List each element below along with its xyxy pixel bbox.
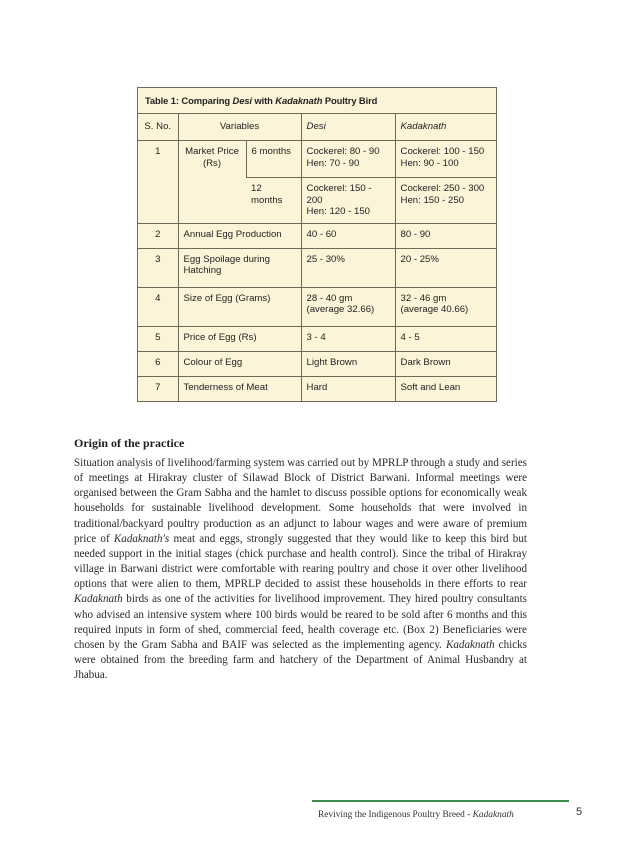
header-kadaknath	[395, 114, 496, 141]
cell-kadaknath	[395, 287, 496, 326]
cell-kadaknath: 80 - 90	[395, 223, 496, 248]
table-row	[138, 326, 496, 351]
section-heading: Origin of the practice	[74, 436, 185, 450]
table-body	[138, 114, 496, 401]
desi-line1: Cockerel: 80 - 90	[306, 146, 380, 157]
cell-kadaknath	[395, 178, 496, 224]
cell-sno: 3	[138, 248, 178, 287]
caption-kadaknath: Kadaknath	[275, 95, 323, 106]
footer-kadaknath: Kadaknath	[472, 810, 514, 820]
paragraph-part-3: birds as one of the activities for livelihood improvement. They hired poultry consultants who advised an intensive system where 100 birds would be reared to be sold after 6 months and this required inputs in form of shed, commercial feed, health coverage etc. (Box 2) Beneficiaries were chosen by the Gram Sabha and BAIF was selected as the implementing agency.	[74, 593, 527, 651]
cell-kadaknath: Soft and Lean	[395, 376, 496, 401]
cell-kadaknath: 4 - 5	[395, 326, 496, 351]
header-desi	[301, 114, 395, 141]
cell-desi: 3 - 4	[301, 326, 395, 351]
header-kadaknath-text: Kadaknath	[400, 121, 447, 133]
paragraph-part-2: meat and eggs, strongly suggested that they would like to keep this bird but needed support in the initial stages (chick purchase and health control). Since the tribal of Hirakray village in Barwani district were comfortable with rearing poultry and chose it over other livelihood options that were alien to them, MPRLP decided to assist these households in there efforts to rear	[74, 532, 527, 591]
cell-desi	[301, 287, 395, 326]
market-label-line2: (Rs)	[202, 157, 222, 169]
table-caption	[138, 88, 496, 114]
cell-kadaknath	[395, 141, 496, 178]
footer-title	[318, 810, 514, 820]
kad-line2: Hen: 150 - 250	[400, 194, 464, 206]
header-sno: S. No.	[138, 114, 178, 141]
cell-variable: Annual Egg Production	[178, 223, 301, 248]
cell-sno: 6	[138, 351, 178, 376]
footer-rule	[312, 800, 569, 802]
cell-sno: 4	[138, 287, 178, 326]
variable-line1: Egg Spoilage during	[183, 253, 270, 265]
caption-prefix: Table 1: Comparing	[145, 95, 233, 106]
cell-sno: 1	[138, 141, 178, 224]
kadaknath-italic-1: Kadaknath's	[113, 532, 170, 545]
caption-desi: Desi	[232, 95, 252, 106]
kadaknath-italic-3: Kadaknath	[445, 638, 495, 651]
caption-suffix: Poultry Bird	[322, 95, 378, 106]
cell-kadaknath: Dark Brown	[395, 351, 496, 376]
desi-line1: 28 - 40 gm	[306, 292, 353, 304]
desi-line1: Cockerel: 150 - 200	[306, 183, 372, 206]
cell-variable: Colour of Egg	[178, 351, 301, 376]
cell-desi: 25 - 30%	[301, 248, 395, 287]
kad-line2: Hen: 90 - 100	[400, 157, 459, 169]
page-number: 5	[576, 806, 583, 818]
cell-desi	[301, 141, 395, 178]
table-header-row	[138, 114, 496, 141]
cell-variable	[178, 248, 301, 287]
header-desi-text: Desi	[306, 121, 326, 133]
cell-desi	[301, 178, 395, 224]
kad-line1: Cockerel: 100 - 150	[400, 146, 485, 157]
cell-sno: 7	[138, 376, 178, 401]
table-row	[138, 351, 496, 376]
table-row	[138, 376, 496, 401]
cell-desi: 40 - 60	[301, 223, 395, 248]
table-row	[138, 141, 496, 178]
cell-variable: Price of Egg (Rs)	[178, 326, 301, 351]
cell-variable	[178, 141, 246, 224]
kad-line1: Cockerel: 250 - 300	[400, 183, 485, 194]
body-paragraph	[74, 456, 527, 683]
cell-kadaknath: 20 - 25%	[395, 248, 496, 287]
table-row	[138, 287, 496, 326]
header-variables: Variables	[178, 114, 301, 141]
desi-line2: Hen: 70 - 90	[306, 157, 360, 169]
kad-line2: (average 40.66)	[400, 304, 469, 315]
cell-sno: 5	[138, 326, 178, 351]
kad-line1: 32 - 46 gm	[400, 292, 447, 304]
cell-period: 6 months	[246, 141, 301, 178]
market-label-line1: Market Price	[185, 146, 239, 157]
desi-line2: Hen: 120 - 150	[306, 206, 370, 217]
paragraph-part-1: Situation analysis of livelihood/farming system was carried out by MPRLP through a study and series of meetings at Hirakray cluster of Silawad Block of District Barwani. Informal meetings were organised between the Gram Sabha and the hamlet to discuss possible options for economically weak households for sustainable livelihood development. Some households that were involved in traditional/backyard poultry production as an adjunct to labour wages and were aware of premium price of	[74, 457, 527, 545]
cell-variable: Tenderness of Meat	[178, 376, 301, 401]
cell-variable: Size of Egg (Grams)	[178, 287, 301, 326]
cell-desi: Hard	[301, 376, 395, 401]
kadaknath-italic-2: Kadaknath	[74, 593, 123, 606]
cell-sno: 2	[138, 223, 178, 248]
footer-title-text: Reviving the Indigenous Poultry Breed -	[318, 810, 473, 820]
caption-mid: with	[251, 95, 276, 106]
variable-line2: Hatching	[183, 265, 222, 276]
desi-line2: (average 32.66)	[306, 304, 375, 315]
cell-period: 12 months	[246, 178, 301, 224]
table-row	[138, 223, 496, 248]
paragraph-part-4: chicks were obtained from the breeding farm and hatchery of the Department of Animal Husbandry at Jhabua.	[74, 638, 527, 682]
table-row	[138, 248, 496, 287]
cell-desi: Light Brown	[301, 351, 395, 376]
comparison-table	[137, 87, 497, 402]
